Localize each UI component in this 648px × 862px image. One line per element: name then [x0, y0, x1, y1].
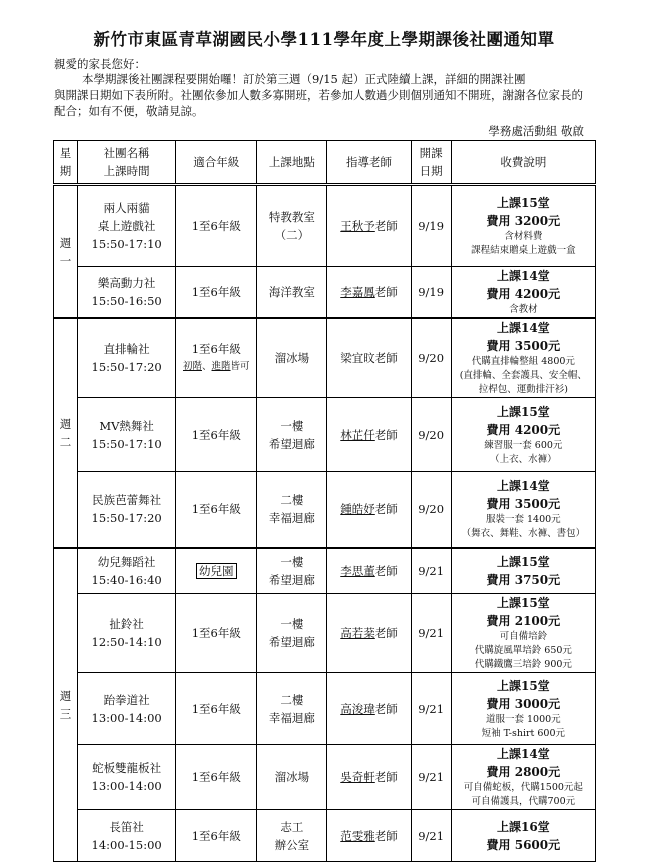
greeting: 親愛的家長您好： — [54, 57, 146, 71]
fee-cell: 上課15堂 費用 3200元 含材料費 課程結束贈桌上遊戲一盒 — [451, 185, 595, 267]
location-cell: 一樓 希望迴廊 — [257, 548, 327, 594]
header-grade: 適合年級 — [176, 141, 257, 185]
teacher-cell: 李嘉鳳老師 — [327, 267, 411, 319]
date-cell: 9/21 — [411, 745, 451, 810]
table-row — [54, 472, 596, 548]
location-cell: 溜冰場 — [257, 318, 327, 398]
day-cell-monday: 週 一 — [54, 185, 78, 319]
location-cell: 海洋教室 — [257, 267, 327, 319]
date-cell: 9/20 — [411, 318, 451, 398]
date-cell: 9/21 — [411, 594, 451, 673]
location-cell: 二樓 幸福迴廊 — [257, 673, 327, 745]
grade-cell: 1至6年級 初階、進階皆可 — [176, 318, 257, 398]
fee-cell: 上課15堂 費用 2100元 可自備培鈴 代購旋風單培鈴 650元 代購鐵鷹三培鈴 900元 — [451, 594, 595, 673]
grade-cell: 1至6年級 — [176, 810, 257, 862]
location-cell: 二樓 幸福迴廊 — [257, 472, 327, 548]
teacher-cell: 梁宜旼老師 — [327, 318, 411, 398]
date-cell: 9/21 — [411, 673, 451, 745]
date-cell: 9/19 — [411, 267, 451, 319]
grade-cell: 1至6年級 — [176, 267, 257, 319]
fee-cell: 上課14堂 費用 2800元 可自備蛇板，代購1500元起 可自備護具，代購700元 — [451, 745, 595, 810]
location-cell: 特教教室 （二） — [257, 185, 327, 267]
fee-cell: 上課15堂 費用 3750元 — [451, 548, 595, 594]
club-cell: 幼兒舞蹈社 15:40-16:40 — [78, 548, 176, 594]
table-row — [54, 267, 596, 319]
signature: 學務處活動組 敬啟 — [488, 124, 584, 138]
table-row — [54, 594, 596, 673]
grade-cell: 1至6年級 — [176, 673, 257, 745]
notice-title: 新竹市東區青草湖國民小學111學年度上學期課後社團通知單 — [93, 30, 555, 49]
header-date: 開課 日期 — [411, 141, 451, 185]
table-row — [54, 673, 596, 745]
fee-cell: 上課14堂 費用 4200元 含教材 — [451, 267, 595, 319]
header-club: 社團名稱 上課時間 — [78, 141, 176, 185]
location-cell: 一樓 希望迴廊 — [257, 398, 327, 472]
club-cell: MV熱舞社 15:50-17:10 — [78, 398, 176, 472]
header-fee: 收費說明 — [451, 141, 595, 185]
grade-cell: 幼兒園 — [176, 548, 257, 594]
grade-cell: 1至6年級 — [176, 745, 257, 810]
date-cell: 9/20 — [411, 398, 451, 472]
date-cell: 9/21 — [411, 548, 451, 594]
fee-cell: 上課14堂 費用 3500元 服裝一套 1400元 （舞衣、舞鞋、水褲、書包） — [451, 472, 595, 548]
club-cell: 跆拳道社 13:00-14:00 — [78, 673, 176, 745]
teacher-cell: 高若棻老師 — [327, 594, 411, 673]
location-cell: 溜冰場 — [257, 745, 327, 810]
location-cell: 一樓 希望迴廊 — [257, 594, 327, 673]
table-row — [54, 745, 596, 810]
teacher-cell: 林芷仟老師 — [327, 398, 411, 472]
teacher-cell: 范雯雅老師 — [327, 810, 411, 862]
fee-cell: 上課14堂 費用 3500元 代購直排輪整組 4800元 (直排輪、全套護具、安全帽、 拉桿包、運動排汗衫) — [451, 318, 595, 398]
teacher-cell: 高浚瑋老師 — [327, 673, 411, 745]
fee-cell: 上課16堂 費用 5600元 — [451, 810, 595, 862]
teacher-cell: 鍾皓妤老師 — [327, 472, 411, 548]
club-cell: 扯鈴社 12:50-14:10 — [78, 594, 176, 673]
teacher-cell: 吳奇軒老師 — [327, 745, 411, 810]
grade-cell: 1至6年級 — [176, 185, 257, 267]
club-cell: 兩人兩貓 桌上遊戲社 15:50-17:10 — [78, 185, 176, 267]
table-row — [54, 185, 596, 267]
teacher-cell: 李思董老師 — [327, 548, 411, 594]
club-cell: 長笛社 14:00-15:00 — [78, 810, 176, 862]
date-cell: 9/20 — [411, 472, 451, 548]
date-cell: 9/19 — [411, 185, 451, 267]
location-cell: 志工 辦公室 — [257, 810, 327, 862]
table-row — [54, 318, 596, 398]
club-cell: 直排輪社 15:50-17:20 — [78, 318, 176, 398]
club-cell: 樂高動力社 15:50-16:50 — [78, 267, 176, 319]
day-cell-tuesday: 週 二 — [54, 318, 78, 548]
header-day: 星 期 — [54, 141, 78, 185]
fee-cell: 上課15堂 費用 3000元 道服一套 1000元 短袖 T-shirt 600元 — [451, 673, 595, 745]
day-cell-wednesday: 週 三 — [54, 548, 78, 862]
table-row — [54, 548, 596, 594]
table-header-row — [54, 141, 596, 185]
club-schedule-table — [53, 140, 596, 862]
teacher-cell: 王秋予老師 — [327, 185, 411, 267]
fee-cell: 上課15堂 費用 4200元 練習服一套 600元 （上衣、水褲） — [451, 398, 595, 472]
table-row — [54, 398, 596, 472]
grade-cell: 1至6年級 — [176, 594, 257, 673]
club-cell: 蛇板雙龍板社 13:00-14:00 — [78, 745, 176, 810]
club-cell: 民族芭蕾舞社 15:50-17:20 — [78, 472, 176, 548]
header-teacher: 指導老師 — [327, 141, 411, 185]
header-location: 上課地點 — [257, 141, 327, 185]
body-line-2: 與開課日期如下表所附。社團依參加人數多寡開班，若參加人數過少則個別通知不開班，謝謝各位家長的配合；如有不便，敬請見諒。 — [54, 88, 583, 118]
grade-cell: 1至6年級 — [176, 398, 257, 472]
date-cell: 9/21 — [411, 810, 451, 862]
grade-cell: 1至6年級 — [176, 472, 257, 548]
body-line-1: 本學期課後社團課程要開始囉！訂於第三週（9/15 起）正式陸續上課，詳細的開課社團 — [82, 72, 526, 86]
